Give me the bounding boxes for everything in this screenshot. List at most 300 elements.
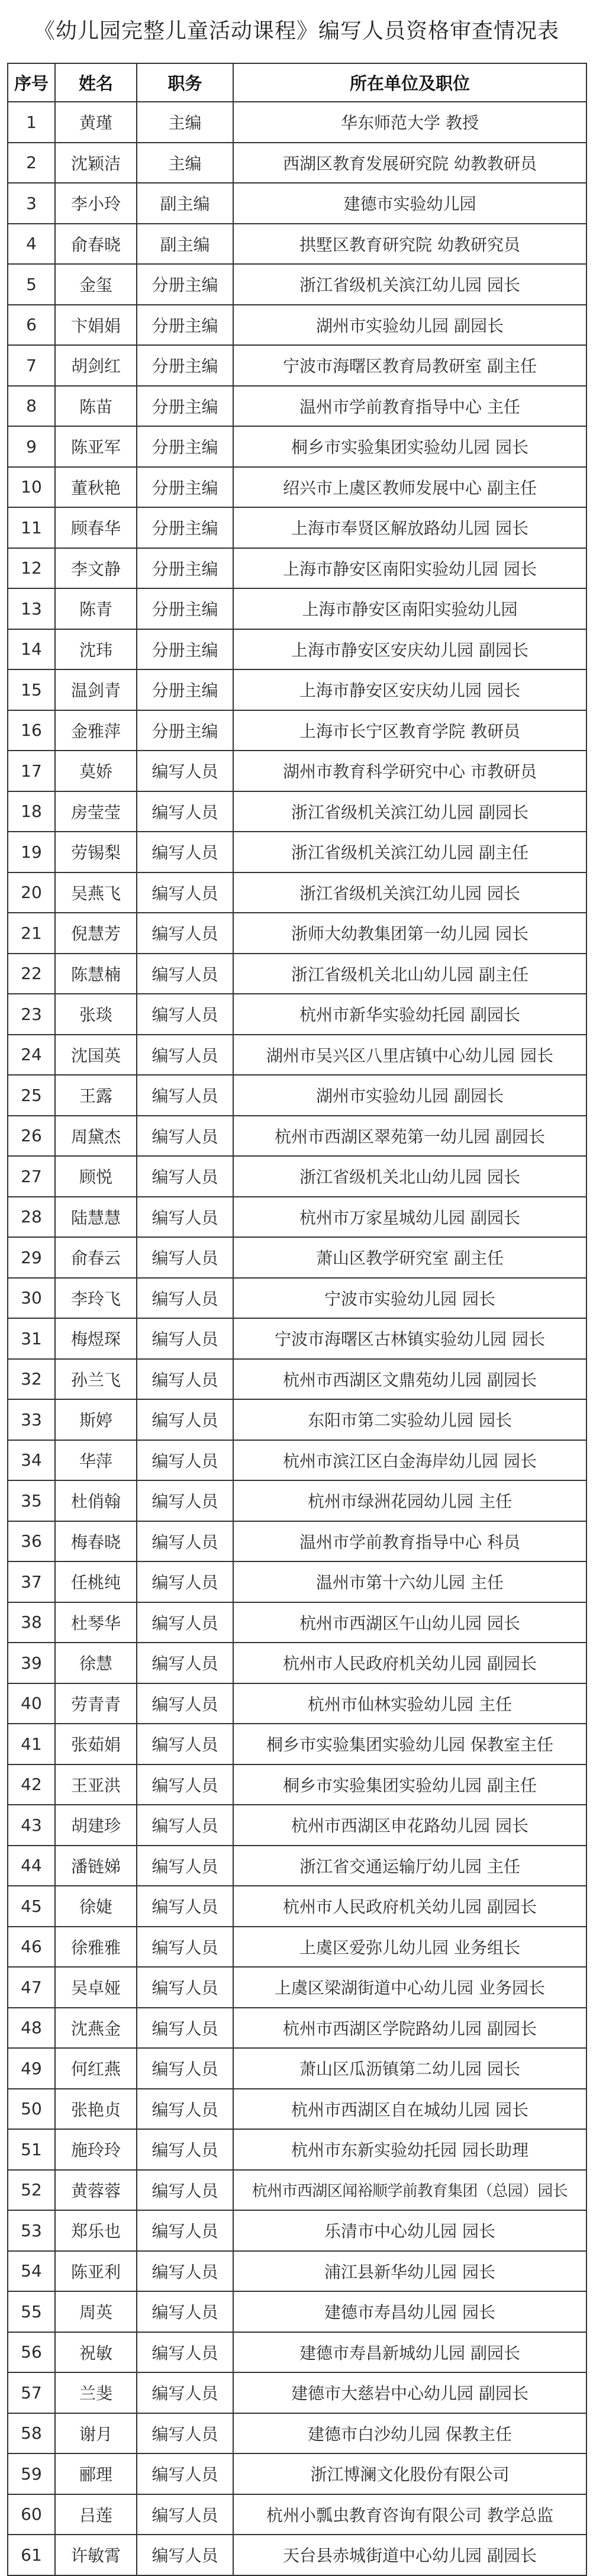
cell-name: 张茹娟	[55, 1724, 137, 1764]
cell-unit: 浙江省级机关滨江幼儿园 副园长	[233, 791, 586, 832]
cell-name: 陈亚利	[55, 2251, 137, 2292]
cell-no: 36	[8, 1521, 55, 1562]
cell-unit: 浙江省级机关北山幼儿园 园长	[233, 1156, 586, 1197]
cell-name: 温剑青	[55, 669, 137, 710]
table-row	[8, 669, 586, 710]
cell-no: 38	[8, 1602, 55, 1643]
table-row	[8, 2251, 586, 2292]
cell-no: 39	[8, 1643, 55, 1683]
cell-unit: 杭州市绿洲花园幼儿园 主任	[233, 1480, 586, 1521]
cell-unit: 建德市寿昌幼儿园 园长	[233, 2291, 586, 2332]
cell-role: 编写人员	[137, 2210, 233, 2251]
cell-role: 编写人员	[137, 2535, 233, 2575]
cell-name: 杜琴华	[55, 1602, 137, 1643]
cell-name: 郦理	[55, 2453, 137, 2494]
cell-name: 俞春晓	[55, 224, 137, 265]
table-row	[8, 2291, 586, 2332]
cell-name: 劳锡梨	[55, 832, 137, 872]
cell-role: 副主编	[137, 183, 233, 224]
cell-name: 俞春云	[55, 1237, 137, 1278]
cell-no: 23	[8, 994, 55, 1035]
cell-no: 26	[8, 1116, 55, 1157]
cell-name: 孙兰飞	[55, 1359, 137, 1400]
cell-no: 25	[8, 1075, 55, 1116]
cell-name: 陆慧慧	[55, 1197, 137, 1238]
cell-unit: 上海市静安区南阳实验幼儿园	[233, 588, 586, 629]
cell-role: 编写人员	[137, 1561, 233, 1602]
cell-name: 金玺	[55, 264, 137, 305]
cell-unit: 天台县赤城街道中心幼儿园 副园长	[233, 2535, 586, 2575]
cell-name: 斯婷	[55, 1399, 137, 1440]
cell-no: 17	[8, 751, 55, 791]
cell-no: 55	[8, 2291, 55, 2332]
cell-no: 59	[8, 2453, 55, 2494]
cell-unit: 桐乡市实验集团实验幼儿园 副主任	[233, 1764, 586, 1805]
cell-unit: 上虞区爱弥儿幼儿园 业务组长	[233, 1927, 586, 1968]
cell-role: 副主编	[137, 224, 233, 265]
cell-no: 33	[8, 1399, 55, 1440]
cell-no: 11	[8, 507, 55, 548]
cell-role: 编写人员	[137, 791, 233, 832]
cell-unit: 杭州市西湖区闻裕顺学前教育集团（总园）园长	[233, 2170, 586, 2211]
header-row	[8, 63, 586, 102]
cell-role: 编写人员	[137, 1886, 233, 1927]
table-row	[8, 507, 586, 548]
table-row	[8, 832, 586, 872]
table-row	[8, 224, 586, 265]
cell-no: 27	[8, 1156, 55, 1197]
page-title: 《幼儿园完整儿童活动课程》编写人员资格审查情况表	[33, 19, 559, 43]
cell-role: 编写人员	[137, 1521, 233, 1562]
cell-role: 编写人员	[137, 1480, 233, 1521]
cell-unit: 湖州市实验幼儿园 副园长	[233, 305, 586, 346]
table-row	[8, 1237, 586, 1278]
table-row	[8, 751, 586, 791]
cell-no: 56	[8, 2332, 55, 2373]
cell-name: 陈苗	[55, 386, 137, 427]
cell-name: 潘链娣	[55, 1846, 137, 1886]
table-row	[8, 1440, 586, 1481]
cell-name: 沈燕金	[55, 2008, 137, 2049]
cell-no: 29	[8, 1237, 55, 1278]
column-header-role: 职务	[137, 63, 233, 102]
cell-name: 董秋艳	[55, 467, 137, 508]
cell-role: 编写人员	[137, 1197, 233, 1238]
cell-role: 编写人员	[137, 1643, 233, 1683]
cell-unit: 萧山区瓜沥镇第二幼儿园 园长	[233, 2048, 586, 2089]
table-row	[8, 1846, 586, 1886]
cell-name: 陈慧楠	[55, 954, 137, 994]
cell-role: 编写人员	[137, 1805, 233, 1846]
column-header-name: 姓名	[55, 63, 137, 102]
cell-name: 劳青青	[55, 1683, 137, 1724]
cell-unit: 建德市大慈岩中心幼儿园 副园长	[233, 2372, 586, 2413]
cell-no: 43	[8, 1805, 55, 1846]
cell-no: 3	[8, 183, 55, 224]
cell-role: 编写人员	[137, 913, 233, 954]
cell-no: 15	[8, 669, 55, 710]
table-row	[8, 1399, 586, 1440]
table-row	[8, 1116, 586, 1157]
cell-name: 徐婕	[55, 1886, 137, 1927]
cell-role: 分册主编	[137, 588, 233, 629]
cell-unit: 湖州市吴兴区八里店镇中心幼儿园 园长	[233, 1035, 586, 1076]
cell-unit: 杭州市万家星城幼儿园 副园长	[233, 1197, 586, 1238]
cell-no: 46	[8, 1927, 55, 1968]
table-row	[8, 2048, 586, 2089]
cell-no: 16	[8, 710, 55, 751]
table-row	[8, 1318, 586, 1359]
table-row	[8, 548, 586, 589]
cell-role: 编写人员	[137, 1764, 233, 1805]
cell-no: 10	[8, 467, 55, 508]
table-row	[8, 2089, 586, 2130]
cell-unit: 建德市寿昌新城幼儿园 副园长	[233, 2332, 586, 2373]
cell-name: 王亚洪	[55, 1764, 137, 1805]
cell-role: 分册主编	[137, 507, 233, 548]
cell-no: 53	[8, 2210, 55, 2251]
cell-name: 周黛杰	[55, 1116, 137, 1157]
cell-role: 分册主编	[137, 264, 233, 305]
cell-unit: 上海市静安区安庆幼儿园 副园长	[233, 629, 586, 670]
table-row	[8, 791, 586, 832]
table-row	[8, 2535, 586, 2575]
cell-name: 李玲飞	[55, 1278, 137, 1319]
table-row	[8, 1724, 586, 1764]
table-row	[8, 1197, 586, 1238]
cell-no: 8	[8, 386, 55, 427]
cell-unit: 宁波市海曙区教育局教研室 副主任	[233, 345, 586, 386]
table-row	[8, 1683, 586, 1724]
table-row	[8, 1764, 586, 1805]
cell-role: 编写人员	[137, 1075, 233, 1116]
cell-name: 张琰	[55, 994, 137, 1035]
cell-name: 陈青	[55, 588, 137, 629]
cell-no: 19	[8, 832, 55, 872]
cell-role: 编写人员	[137, 1927, 233, 1968]
cell-unit: 上海市奉贤区解放路幼儿园 园长	[233, 507, 586, 548]
cell-role: 编写人员	[137, 2251, 233, 2292]
cell-name: 沈国英	[55, 1035, 137, 1076]
cell-role: 编写人员	[137, 2089, 233, 2130]
cell-role: 编写人员	[137, 2332, 233, 2373]
cell-name: 张艳贞	[55, 2089, 137, 2130]
cell-no: 41	[8, 1724, 55, 1764]
cell-name: 梅春晓	[55, 1521, 137, 1562]
cell-unit: 萧山区教学研究室 副主任	[233, 1237, 586, 1278]
cell-role: 分册主编	[137, 345, 233, 386]
table-row	[8, 2210, 586, 2251]
cell-no: 12	[8, 548, 55, 589]
cell-name: 许敏霄	[55, 2535, 137, 2575]
cell-unit: 杭州市西湖区文鼎苑幼儿园 副园长	[233, 1359, 586, 1400]
table-row	[8, 102, 586, 143]
cell-name: 王露	[55, 1075, 137, 1116]
cell-no: 18	[8, 791, 55, 832]
cell-name: 房莹莹	[55, 791, 137, 832]
cell-name: 胡建珍	[55, 1805, 137, 1846]
table-row	[8, 954, 586, 994]
table-row	[8, 1602, 586, 1643]
cell-unit: 浙江省级机关北山幼儿园 副主任	[233, 954, 586, 994]
cell-unit: 杭州市东新实验幼托园 园长助理	[233, 2129, 586, 2170]
cell-role: 编写人员	[137, 751, 233, 791]
cell-unit: 建德市实验幼儿园	[233, 183, 586, 224]
table-row	[8, 588, 586, 629]
cell-no: 34	[8, 1440, 55, 1481]
cell-no: 49	[8, 2048, 55, 2089]
cell-role: 编写人员	[137, 954, 233, 994]
table-row	[8, 1035, 586, 1076]
cell-role: 编写人员	[137, 2048, 233, 2089]
cell-role: 编写人员	[137, 1237, 233, 1278]
cell-unit: 杭州市西湖区申花路幼儿园 园长	[233, 1805, 586, 1846]
cell-no: 5	[8, 264, 55, 305]
cell-no: 9	[8, 426, 55, 467]
cell-name: 徐慧	[55, 1643, 137, 1683]
table-row	[8, 1927, 586, 1968]
cell-unit: 上海市静安区南阳实验幼儿园 园长	[233, 548, 586, 589]
cell-unit: 东阳市第二实验幼儿园 园长	[233, 1399, 586, 1440]
cell-role: 编写人员	[137, 2129, 233, 2170]
cell-role: 主编	[137, 102, 233, 143]
table-row	[8, 2170, 586, 2211]
cell-role: 编写人员	[137, 1399, 233, 1440]
table-row	[8, 1967, 586, 2008]
cell-unit: 杭州小瓢虫教育咨询有限公司 教学总监	[233, 2494, 586, 2535]
cell-no: 58	[8, 2413, 55, 2454]
cell-no: 37	[8, 1561, 55, 1602]
cell-role: 编写人员	[137, 1724, 233, 1764]
table-header	[8, 63, 586, 102]
cell-name: 李文静	[55, 548, 137, 589]
cell-unit: 杭州市滨江区白金海岸幼儿园 园长	[233, 1440, 586, 1481]
table-row	[8, 1278, 586, 1319]
column-header-no: 序号	[8, 63, 55, 102]
table-row	[8, 305, 586, 346]
cell-unit: 建德市白沙幼儿园 保教主任	[233, 2413, 586, 2454]
cell-name: 任桃纯	[55, 1561, 137, 1602]
cell-no: 28	[8, 1197, 55, 1238]
table-body	[8, 102, 586, 2575]
cell-no: 44	[8, 1846, 55, 1886]
cell-name: 华萍	[55, 1440, 137, 1481]
cell-unit: 温州市学前教育指导中心 科员	[233, 1521, 586, 1562]
cell-name: 陈亚军	[55, 426, 137, 467]
cell-unit: 杭州市仙林实验幼儿园 主任	[233, 1683, 586, 1724]
cell-no: 30	[8, 1278, 55, 1319]
cell-name: 李小玲	[55, 183, 137, 224]
cell-no: 47	[8, 1967, 55, 2008]
cell-name: 兰斐	[55, 2372, 137, 2413]
cell-name: 卞娟娟	[55, 305, 137, 346]
table-row	[8, 2129, 586, 2170]
cell-no: 21	[8, 913, 55, 954]
cell-role: 编写人员	[137, 872, 233, 913]
cell-role: 编写人员	[137, 1602, 233, 1643]
cell-no: 50	[8, 2089, 55, 2130]
cell-unit: 西湖区教育发展研究院 幼教教研员	[233, 143, 586, 183]
cell-unit: 桐乡市实验集团实验幼儿园 保教室主任	[233, 1724, 586, 1764]
cell-name: 谢月	[55, 2413, 137, 2454]
cell-unit: 浙师大幼教集团第一幼儿园 园长	[233, 913, 586, 954]
cell-unit: 浙江省级机关滨江幼儿园 园长	[233, 264, 586, 305]
table-row	[8, 345, 586, 386]
table-row	[8, 872, 586, 913]
cell-name: 黄蓉蓉	[55, 2170, 137, 2211]
cell-role: 编写人员	[137, 2008, 233, 2049]
cell-name: 徐雅雅	[55, 1927, 137, 1968]
cell-no: 6	[8, 305, 55, 346]
cell-role: 分册主编	[137, 548, 233, 589]
table-row	[8, 2008, 586, 2049]
cell-unit: 宁波市海曙区古林镇实验幼儿园 园长	[233, 1318, 586, 1359]
cell-no: 57	[8, 2372, 55, 2413]
cell-name: 郑乐也	[55, 2210, 137, 2251]
cell-unit: 浙江省交通运输厅幼儿园 主任	[233, 1846, 586, 1886]
table-row	[8, 2413, 586, 2454]
cell-name: 吴燕飞	[55, 872, 137, 913]
table-row	[8, 467, 586, 508]
cell-role: 主编	[137, 143, 233, 183]
cell-no: 31	[8, 1318, 55, 1359]
cell-unit: 杭州市人民政府机关幼儿园 副园长	[233, 1886, 586, 1927]
cell-name: 沈玮	[55, 629, 137, 670]
cell-no: 42	[8, 1764, 55, 1805]
cell-no: 61	[8, 2535, 55, 2575]
cell-unit: 乐清市中心幼儿园 园长	[233, 2210, 586, 2251]
cell-role: 分册主编	[137, 710, 233, 751]
cell-unit: 杭州市西湖区自在城幼儿园 园长	[233, 2089, 586, 2130]
cell-role: 编写人员	[137, 2291, 233, 2332]
cell-no: 45	[8, 1886, 55, 1927]
table-row	[8, 183, 586, 224]
cell-role: 分册主编	[137, 467, 233, 508]
cell-unit: 湖州市实验幼儿园 副园长	[233, 1075, 586, 1116]
table-row	[8, 1886, 586, 1927]
cell-role: 编写人员	[137, 2494, 233, 2535]
cell-unit: 浦江县新华幼儿园 园长	[233, 2251, 586, 2292]
cell-unit: 杭州市人民政府机关幼儿园 副园长	[233, 1643, 586, 1683]
cell-unit: 浙江省级机关滨江幼儿园 园长	[233, 872, 586, 913]
table-row	[8, 1643, 586, 1683]
cell-no: 40	[8, 1683, 55, 1724]
cell-unit: 杭州市西湖区翠苑第一幼儿园 副园长	[233, 1116, 586, 1157]
cell-name: 倪慧芳	[55, 913, 137, 954]
cell-name: 顾悦	[55, 1156, 137, 1197]
cell-unit: 上海市静安区安庆幼儿园 园长	[233, 669, 586, 710]
table-row	[8, 629, 586, 670]
table-row	[8, 1805, 586, 1846]
table-row	[8, 2332, 586, 2373]
cell-no: 35	[8, 1480, 55, 1521]
table-row	[8, 994, 586, 1035]
cell-role: 分册主编	[137, 669, 233, 710]
cell-role: 分册主编	[137, 629, 233, 670]
table-row	[8, 1521, 586, 1562]
table-row	[8, 2494, 586, 2535]
cell-unit: 浙江省级机关滨江幼儿园 副主任	[233, 832, 586, 872]
cell-role: 编写人员	[137, 1318, 233, 1359]
cell-no: 7	[8, 345, 55, 386]
cell-role: 编写人员	[137, 1846, 233, 1886]
cell-role: 编写人员	[137, 2372, 233, 2413]
table-row	[8, 386, 586, 427]
cell-no: 20	[8, 872, 55, 913]
cell-no: 48	[8, 2008, 55, 2049]
cell-role: 编写人员	[137, 1156, 233, 1197]
cell-role: 编写人员	[137, 994, 233, 1035]
cell-role: 编写人员	[137, 1440, 233, 1481]
cell-no: 4	[8, 224, 55, 265]
table-row	[8, 264, 586, 305]
cell-name: 吕莲	[55, 2494, 137, 2535]
cell-no: 14	[8, 629, 55, 670]
cell-name: 施玲玲	[55, 2129, 137, 2170]
cell-name: 吴卓娅	[55, 1967, 137, 2008]
cell-name: 周英	[55, 2291, 137, 2332]
cell-role: 编写人员	[137, 1967, 233, 2008]
cell-no: 24	[8, 1035, 55, 1076]
cell-name: 黄瑾	[55, 102, 137, 143]
cell-name: 莫娇	[55, 751, 137, 791]
cell-role: 编写人员	[137, 2453, 233, 2494]
cell-no: 51	[8, 2129, 55, 2170]
cell-unit: 绍兴市上虞区教师发展中心 副主任	[233, 467, 586, 508]
cell-role: 编写人员	[137, 1278, 233, 1319]
table-row	[8, 2372, 586, 2413]
table-row	[8, 143, 586, 183]
table-row	[8, 913, 586, 954]
cell-no: 54	[8, 2251, 55, 2292]
column-header-unit: 所在单位及职位	[233, 63, 586, 102]
cell-unit: 杭州市西湖区午山幼儿园 园长	[233, 1602, 586, 1643]
cell-unit: 拱墅区教育研究院 幼教研究员	[233, 224, 586, 265]
table-row	[8, 710, 586, 751]
table-row	[8, 426, 586, 467]
table-row	[8, 2453, 586, 2494]
cell-name: 祝敏	[55, 2332, 137, 2373]
cell-name: 胡剑红	[55, 345, 137, 386]
cell-unit: 华东师范大学 教授	[233, 102, 586, 143]
cell-role: 分册主编	[137, 386, 233, 427]
cell-unit: 宁波市实验幼儿园 园长	[233, 1278, 586, 1319]
cell-role: 编写人员	[137, 2413, 233, 2454]
table-row	[8, 1156, 586, 1197]
table-row	[8, 1075, 586, 1116]
table-row	[8, 1480, 586, 1521]
cell-role: 编写人员	[137, 1359, 233, 1400]
cell-unit: 湖州市教育科学研究中心 市教研员	[233, 751, 586, 791]
staff-qualification-table	[7, 63, 587, 2576]
cell-role: 分册主编	[137, 426, 233, 467]
cell-name: 沈颖洁	[55, 143, 137, 183]
cell-no: 52	[8, 2170, 55, 2211]
cell-no: 13	[8, 588, 55, 629]
cell-unit: 上虞区梁湖街道中心幼儿园 业务园长	[233, 1967, 586, 2008]
cell-name: 何红燕	[55, 2048, 137, 2089]
cell-name: 梅煜琛	[55, 1318, 137, 1359]
cell-unit: 温州市第十六幼儿园 主任	[233, 1561, 586, 1602]
cell-unit: 杭州市西湖区学院路幼儿园 副园长	[233, 2008, 586, 2049]
cell-no: 22	[8, 954, 55, 994]
cell-unit: 浙江博澜文化股份有限公司	[233, 2453, 586, 2494]
table-row	[8, 1561, 586, 1602]
cell-role: 编写人员	[137, 2170, 233, 2211]
cell-unit: 桐乡市实验集团实验幼儿园 园长	[233, 426, 586, 467]
cell-unit: 上海市长宁区教育学院 教研员	[233, 710, 586, 751]
cell-unit: 杭州市新华实验幼托园 副园长	[233, 994, 586, 1035]
